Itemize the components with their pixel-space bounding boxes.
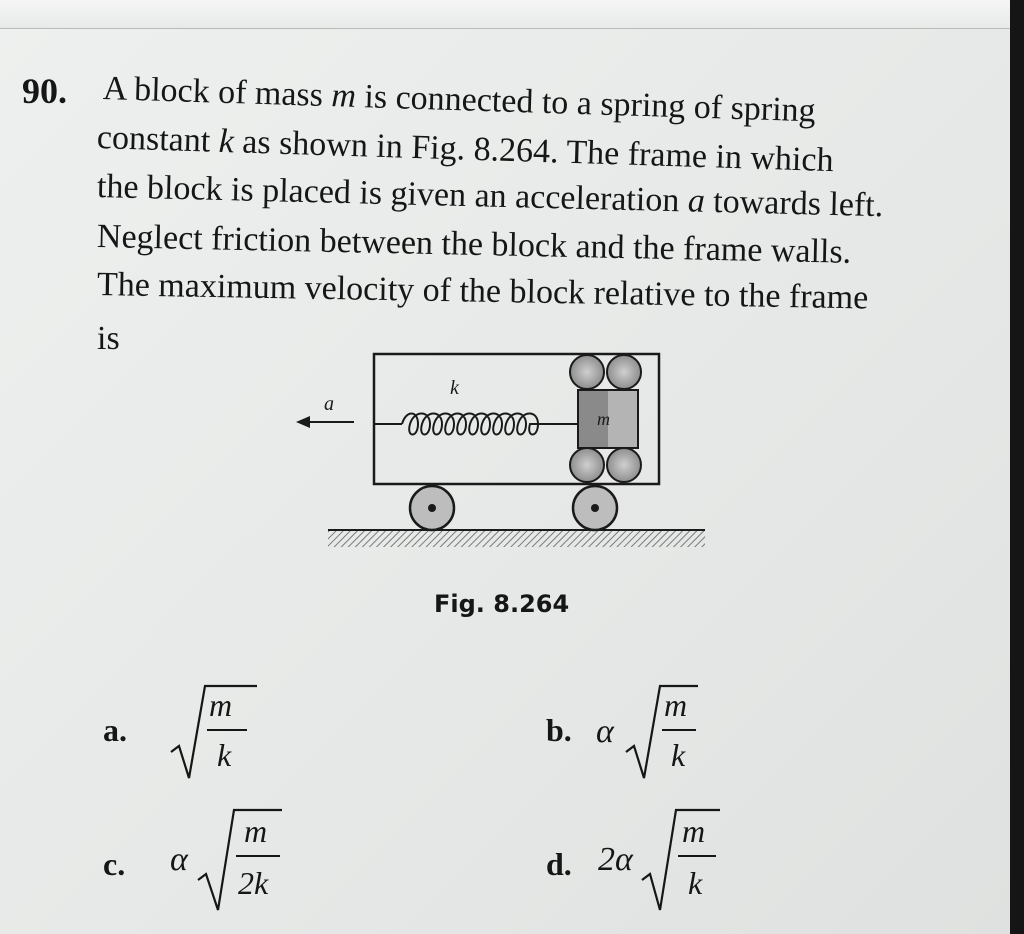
option-d-prefix: 2α: [598, 841, 633, 878]
roller-top-left: [570, 355, 604, 389]
roller-bottom-left: [570, 448, 604, 482]
figure-caption: Fig. 8.264: [434, 590, 570, 618]
option-b-expression: [592, 680, 702, 784]
question-line-1: A block of mass m is connected to a spring of spring: [102, 70, 817, 130]
page-top-edge: [0, 0, 1010, 29]
option-b-prefix: α: [596, 713, 614, 750]
option-d-expression: [596, 804, 726, 916]
question-line-5: The maximum velocity of the block relative to the frame: [96, 266, 869, 317]
roller-bottom-right: [607, 448, 641, 482]
option-c-letter: c.: [103, 846, 126, 882]
option-b-numerator: m: [664, 687, 688, 723]
option-b-denominator: k: [671, 737, 686, 773]
ground: [328, 531, 705, 547]
spring-label: k: [450, 377, 459, 399]
option-c-numerator: m: [244, 813, 268, 849]
book-spine-shadow: [1010, 0, 1024, 934]
roller-top-right: [607, 355, 641, 389]
option-c-denominator: 2k: [238, 865, 269, 901]
option-a-letter: a.: [103, 712, 127, 748]
option-c-expression: [168, 804, 288, 916]
option-d-letter: d.: [546, 846, 572, 882]
spring-block-figure: [290, 350, 720, 560]
option-d-denominator: k: [688, 865, 703, 901]
question-line-6: is: [97, 320, 120, 357]
option-b-letter: b.: [546, 712, 572, 748]
question-line-3: the block is placed is given an acceleration a towards left.: [96, 168, 884, 225]
option-c-prefix: α: [170, 841, 188, 878]
accel-arrow-head: [296, 416, 310, 428]
spring: [402, 414, 550, 435]
question-number: 90.: [22, 71, 67, 111]
option-a-numerator: m: [209, 687, 233, 723]
option-a-denominator: k: [217, 737, 232, 773]
question-line-4: Neglect friction between the block and the frame walls.: [96, 218, 852, 271]
option-d-numerator: m: [682, 813, 706, 849]
mass-label: m: [597, 409, 610, 429]
option-a-expression: [165, 680, 265, 784]
accel-label: a: [324, 393, 334, 415]
question-line-2: constant k as shown in Fig. 8.264. The frame in which: [96, 119, 835, 180]
